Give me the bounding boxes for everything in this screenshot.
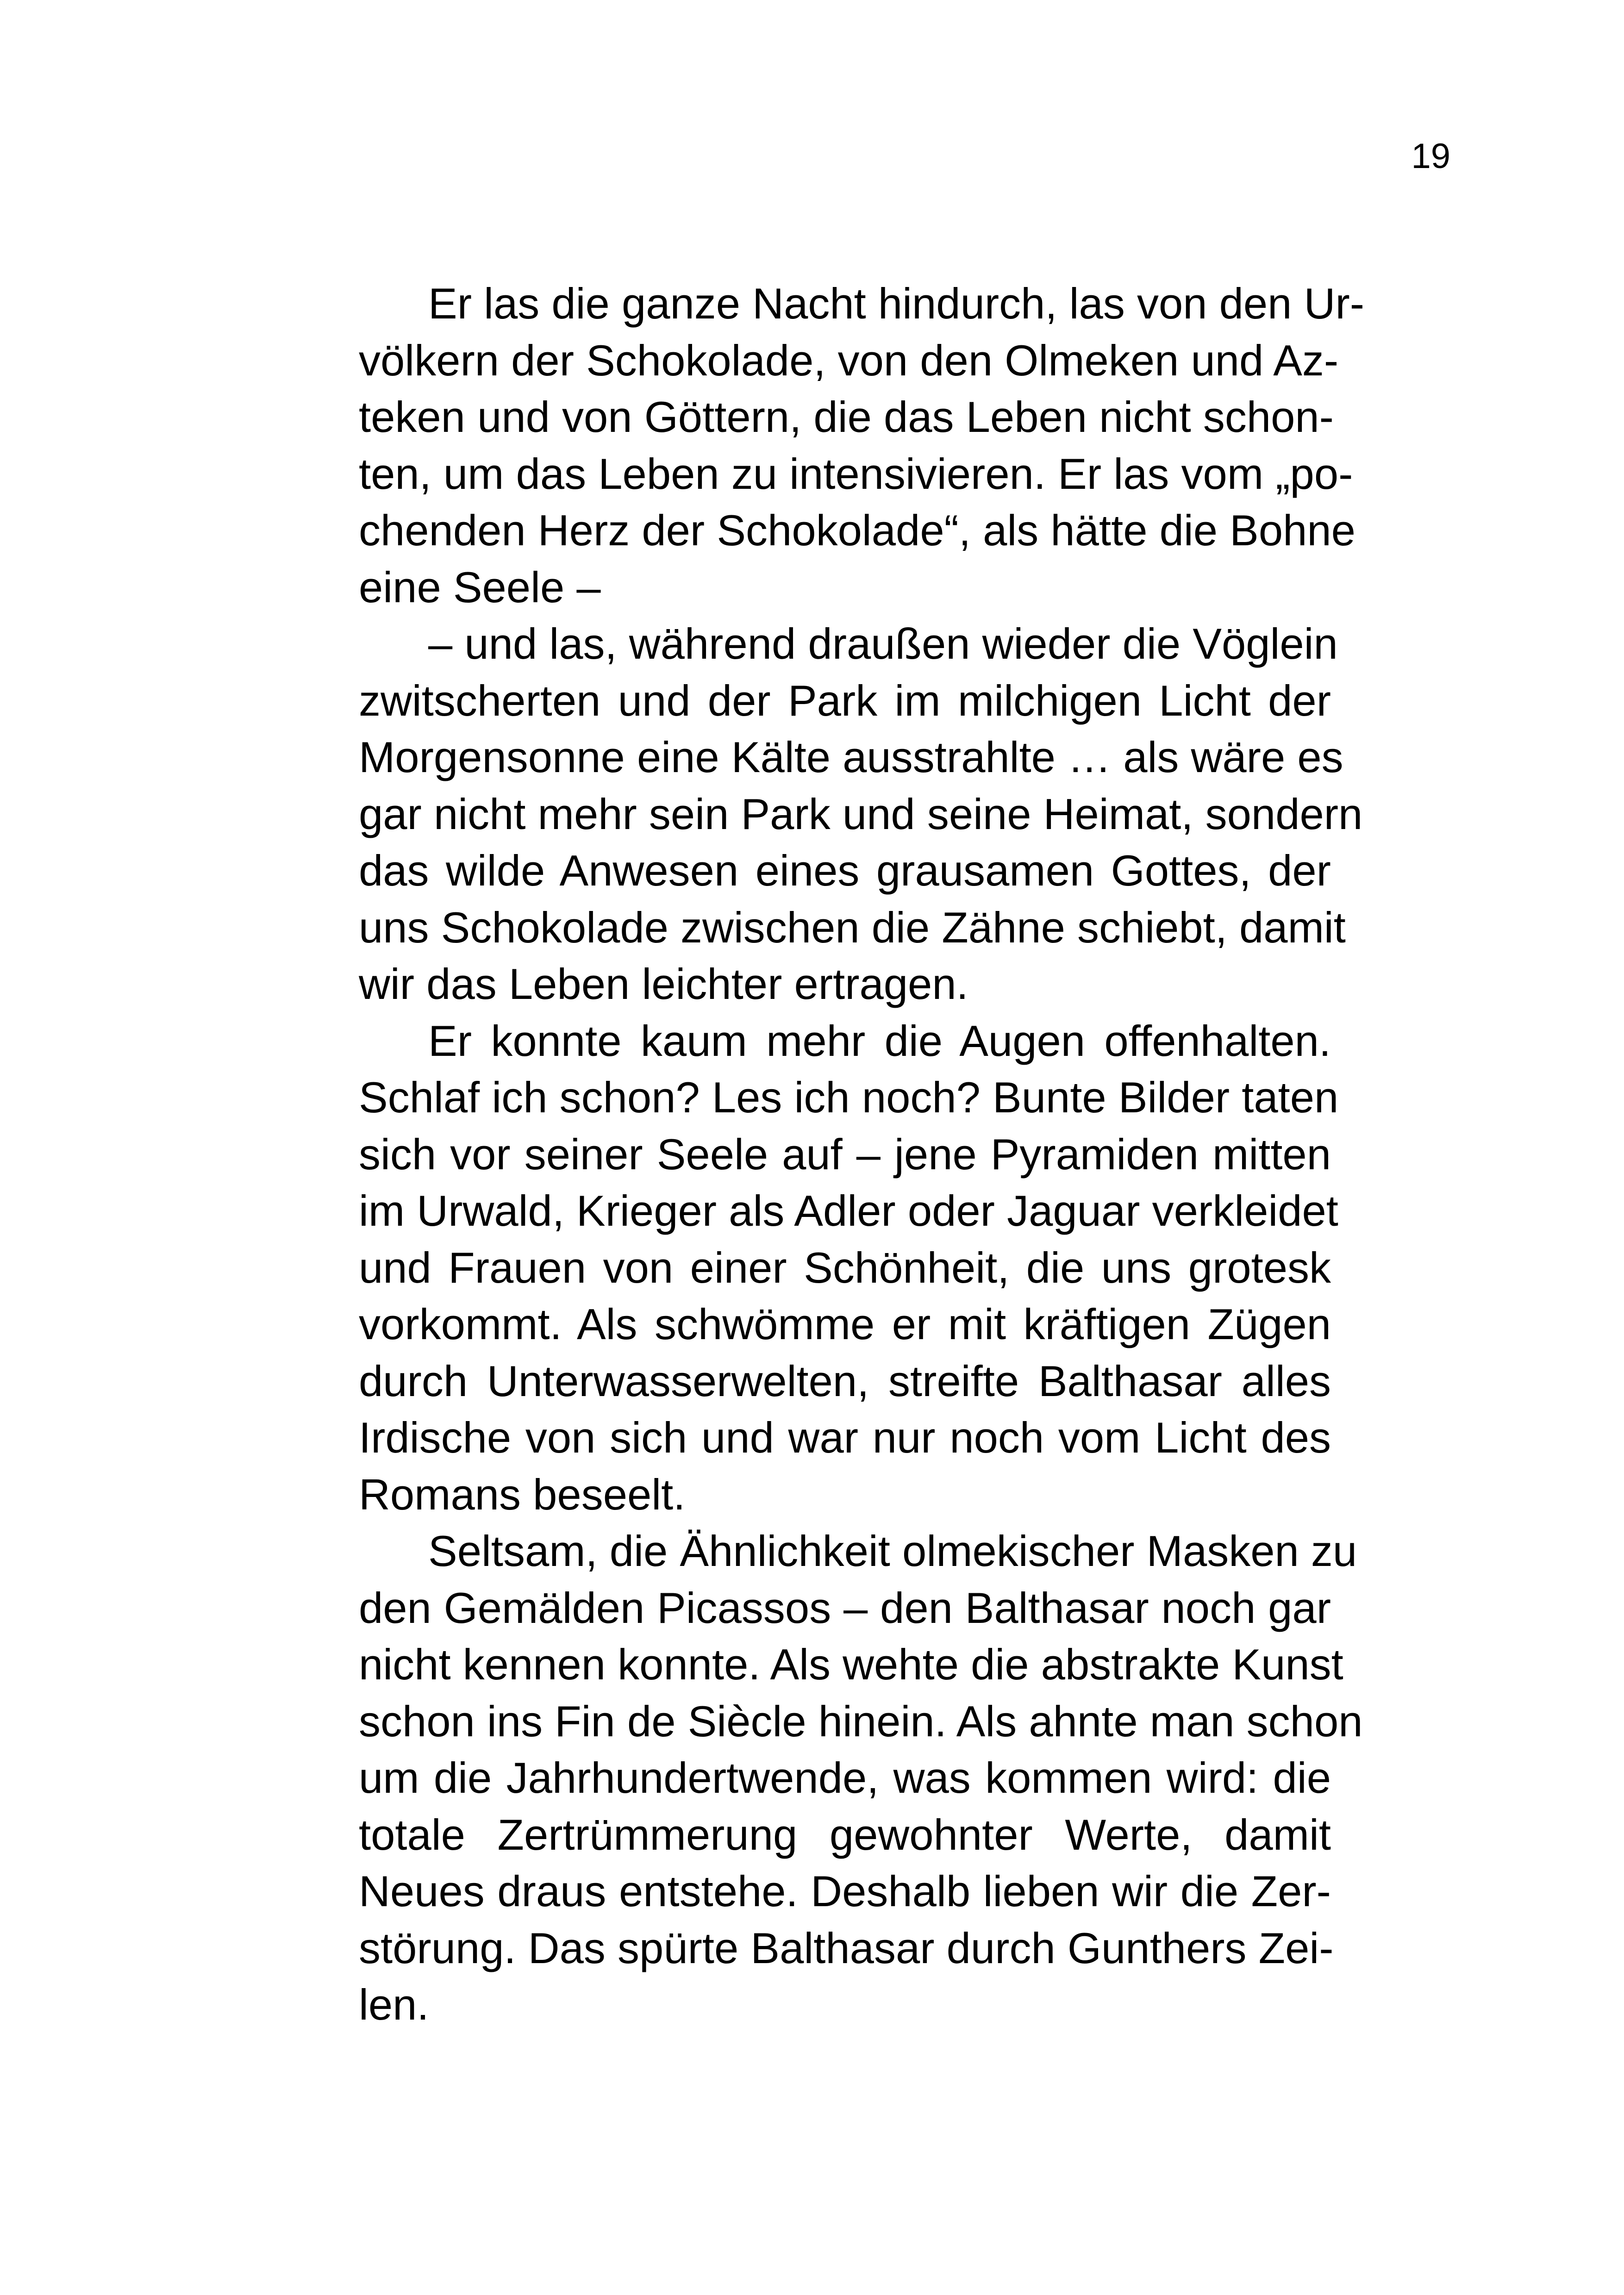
text-line: um die Jahrhundertwende, was kommen wird: die <box>359 1753 1331 1802</box>
paragraph <box>359 616 1363 1013</box>
text-line: totale Zertrümmerung gewohnter Werte, damit <box>359 1810 1331 1859</box>
paragraph <box>359 275 1365 616</box>
text-line: Neues draus entstehe. Deshalb lieben wir die Zer- <box>359 1867 1331 1915</box>
text-line: wir das Leben leichter ertragen. <box>359 960 968 1008</box>
text-line: len. <box>359 1980 429 2029</box>
text-line: uns Schokolade zwischen die Zähne schiebt, damit <box>359 903 1346 952</box>
text-line: Seltsam, die Ähnlichkeit olmekischer Masken zu <box>428 1527 1357 1575</box>
text-line: durch Unterwasserwelten, streifte Balthasar alles <box>359 1356 1331 1405</box>
text-line: störung. Das spürte Balthasar durch Gunthers Zei- <box>359 1923 1334 1972</box>
text-line: und Frauen von einer Schönheit, die uns grotesk <box>359 1243 1331 1292</box>
text-line: vorkommt. Als schwömme er mit kräftigen Zügen <box>359 1300 1331 1348</box>
text-line: eine Seele – <box>359 562 601 611</box>
text-line: Er konnte kaum mehr die Augen offenhalten. <box>428 1016 1331 1065</box>
text-line: teken und von Göttern, die das Leben nicht schon- <box>359 393 1334 441</box>
text-line: – und las, während draußen wieder die Vöglein <box>428 619 1338 668</box>
text-line: völkern der Schokolade, von den Olmeken und Az- <box>359 336 1339 385</box>
text-line: das wilde Anwesen eines grausamen Gottes, der <box>359 846 1331 895</box>
paragraph <box>359 1523 1363 2033</box>
text-line: chenden Herz der Schokolade“, als hätte die Bohne <box>359 506 1355 555</box>
paragraph <box>359 1013 1339 1523</box>
text-line: Morgensonne eine Kälte ausstrahlte … als wäre es <box>359 733 1343 781</box>
body-text <box>359 275 1365 2033</box>
page-number: 19 <box>1411 137 1450 176</box>
text-line: gar nicht mehr sein Park und seine Heimat, sondern <box>359 789 1363 838</box>
text-line: Romans beseelt. <box>359 1470 686 1519</box>
text-line: im Urwald, Krieger als Adler oder Jaguar verkleidet <box>359 1186 1338 1235</box>
text-line: den Gemälden Picassos – den Balthasar noch gar <box>359 1583 1331 1632</box>
text-line: Irdische von sich und war nur noch vom Licht des <box>359 1413 1331 1462</box>
text-line: nicht kennen konnte. Als wehte die abstrakte Kunst <box>359 1640 1343 1689</box>
text-line: zwitscherten und der Park im milchigen Licht der <box>359 676 1331 725</box>
text-line: schon ins Fin de Siècle hinein. Als ahnte man schon <box>359 1696 1363 1746</box>
text-line: Schlaf ich schon? Les ich noch? Bunte Bilder taten <box>359 1073 1339 1122</box>
text-line: Er las die ganze Nacht hindurch, las von den Ur- <box>428 279 1365 328</box>
text-line: sich vor seiner Seele auf – jene Pyramiden mitten <box>359 1129 1331 1179</box>
text-line: ten, um das Leben zu intensivieren. Er las vom „po- <box>359 449 1353 498</box>
